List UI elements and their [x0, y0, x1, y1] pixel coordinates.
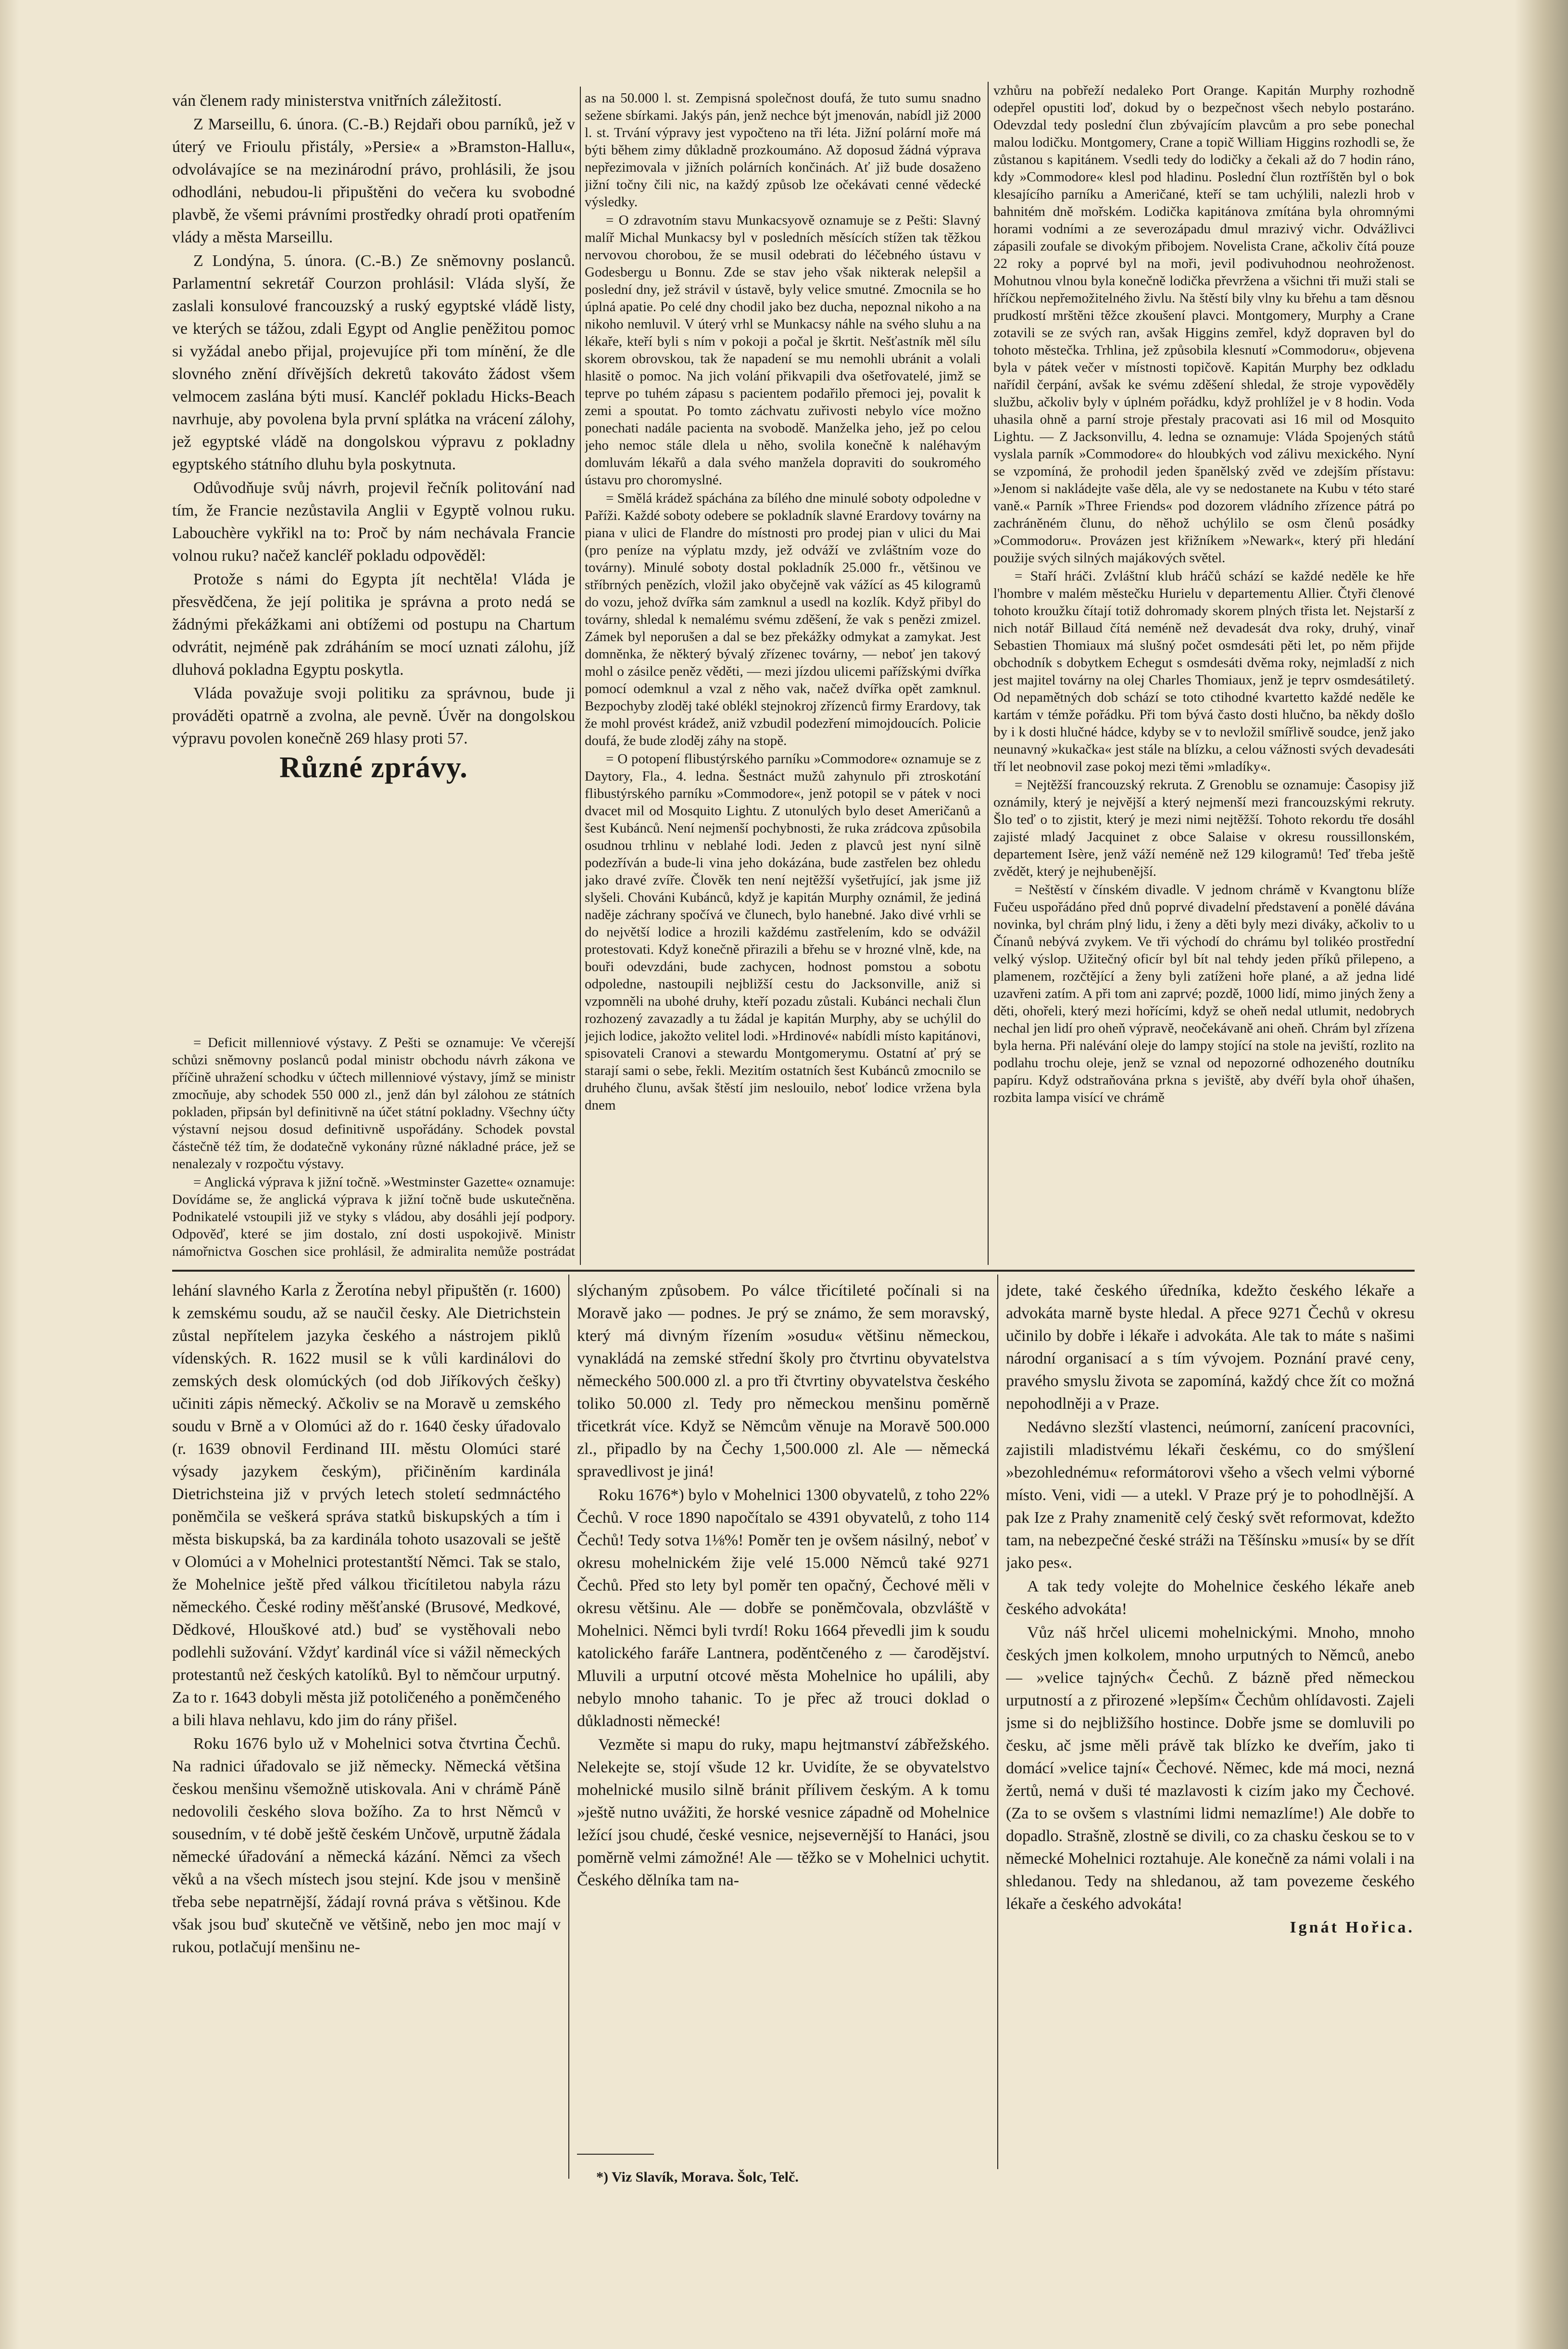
news-item: = Staří hráči. Zvláštní klub hráčů schází se každé neděle ke hře l'hombre v malém městečku Hurielu v departementu Allier. Čtyři členové tohoto kroužku čítají totiž dohromady skorem plných třista let. Nejstarší z nich notář Billaud čítá neméně než devadesát dva roky, druhý, vinař Sebastien Thomiaux má slušný počet osmdesáti pěti let, po něm přijde obchodník s dobytkem Echegut s osmdesáti dvěma roky, nejmladší z nich jest majitel továrny na olej Charles Thomiaux, jenž je teprv osmdesátiletý. Od nepamětných dob schází se toto ctihodné kvartetto každé neděle ke kartám v témže pořádku. Při tom bývá často dosti hlučno, ba někdy došlo by i k dosti hlučné hádce, kdyby se v to nevložil smířlivě soudce, jenž jako neunavný »kukačka« jest stále na blízku, a celou vážnosti svých devadesáti tří let neobnovil zase pokoj mezi těmi »mladíky«.	[993, 568, 1415, 774]
paragraph: ván členem rady ministerstva vnitřních záležitostí.	[172, 92, 502, 110]
footnote-divider	[577, 2154, 654, 2155]
news-london: Z Londýna, 5. února. (C.-B.) Ze sněmovny poslanců. Parlamentní sekretář Courzon prohlásil: Vláda slyší, že zaslali konsulové francouzský a ruský egyptské vládě listy, ve kterých se tážou, zdali Egypt od Anglie peněžitou pomoc si vyžádal anebo přijal, projevujíce při tom mínění, že dle slovného znění dřívějších dekretů takováto žádost všem velmocem zaslána býti musí. Kancléř pokladu Hicks-Beach navrhuje, aby povolena byla první splátka na vrácení zálohy, jež egyptské vládě na dongolskou výpravu z pokladny egyptského státního dluhu byla poskytnuta.	[172, 252, 575, 473]
news-item: = Smělá krádež spáchána za bílého dne minulé soboty odpoledne v Paříži. Každé soboty odebere se pokladník slavné Erardovy továrny na piana v ulici de Flandre do místnosti pro prodej pian v ulici du Mai (pro peníze na výplatu mzdy, jež odváží ve zvláštním voze do továrny). Minulé soboty dostal pokladník 25.000 fr., většinou ve stříbrných penězích, vložil jako obyčejně vak vážící as 45 kilogramů do vozu, jehož dvířka sám zamknul a usedl na kozlík. Když přibyl do továrny, shledal k nemalému svému zděšení, že vak s penězi zmizel. Zámek byl neporušen a dal se bez překážky odmykat a zamykat. Jest domněnka, že některý bývalý zřízenec továrny, — neboť jen takový mohl o zásilce peněz věděti, — mezi jízdou ulicemi pařížskými dvířka pomocí odemknul a vzal z něho vak, načež dvířka opět zamknul. Bezpochyby zloděj také oblékl stejnokroj zřízenců firmy Erardovy, tak že mohl provést krádež, aniž vzbudil podezření mimojdoucích. Policie doufá, že bude zloděj záhy na stopě.	[585, 491, 981, 748]
news-item: as na 50.000 l. st. Zempisná společnost doufá, že tuto sumu snadno sežene sbírkami. Jakýs pán, jenž nechce být jmenován, nabídl již 2000 l. st. Trvání výpravy jest vypočteno na tři léta. Jižní polární moře má býti během zimy důkladně prozkoumáno. Až doposud žádná výprava nepřezimovala v jižních polárních končinách. Ať již bude dosaženo jižní točny čili nic, na každý způsob lze očekávati cenné vědecké výsledky.	[585, 90, 981, 210]
paragraph: jdete, také českého úředníka, kdežto českého lékaře a advokáta marně byste hledal. A přece 9271 Čechů v okresu učinilo by dobře i lékaře i advokáta. Ale tak to máte s našimi národní organisací a s tím vývojem. Poznání pravé ceny, pravého smyslu života se zapomíná, každý chce žít co možná nepohodlněji a v Praze.	[1006, 1282, 1415, 1413]
footnote: *) Viz Slavík, Morava. Šolc, Telč.	[596, 2169, 799, 2185]
paragraph: Vláda považuje svoji politiku za správnou, bude ji prováděti opatrně a zvolna, ale pevně. Úvěr na dongolskou výpravu povolen konečně 269 hlasy proti 57.	[172, 684, 575, 747]
paragraph: Vůz náš hrčel ulicemi mohelnickými. Mnoho, mnoho českých jmen kolkolem, mnoho urputných to Němců, anebo — »velice tajných« Čechů. Z bázně před německou urputností a z přirozené »lepším« Čechům ohlídavosti. Zajeli jsme si do nejbližšího hostince. Dobře jsme se domluvili po česku, ač jsme měli právě tak blízko ke dveřím, jako ti domácí »velice tajní« Čechové. Němec, kde má moci, nezná žertů, nemá v duši té mazlavosti k cizím jako my Čechové. (Za to se ovšem s vlastními lidmi nemazlíme!) Ale dobře to dopadlo. Strašně, zlostně se divili, co za chasku českou se to v německé Mohelnici roztahuje. Ale konečně za námi volali i na shledanou. Tedy na shledanou, až tam povezeme českého lékaře a českého advokáta!	[1006, 1624, 1415, 1913]
column-top-middle	[585, 89, 981, 1260]
paragraph: Roku 1676 bylo už v Mohelnici sotva čtvrtina Čechů. Na radnici úřadovalo se již německy. Německá většina českou menšinu všemožně utiskovala. Ani v chrámě Páně nedovolili českého slova božího. Za to hrst Němců v sousedním, v té době ještě českém Unčově, urputně žádala německé úřadování a německá kázání. Němci za všech věků a na všech místech jsou stejní. Kde jsou v menšině třeba sebe nepatrnější, žádají rovná práva s většinou. Kde však jsou buď skutečně ve většině, nebo jen moc mají v rukou, potlačují menšinu ne-	[172, 1735, 561, 1956]
paragraph: Roku 1676*) bylo v Mohelnici 1300 obyvatelů, z toho 22% Čechů. V roce 1890 napočítalo se 4391 obyvatelů, z toho 114 Čechů! Tedy sotva 1⅛%! Poměr ten je ovšem násilný, neboť v okresu mohelnickém žije velé 15.000 Němců také 9271 Čechů. Před sto lety byl poměr ten opačný, Čechové měli v okresu většinu. Ale — dobře se poněmčovala, obzvláště v Mohelnici. Němci byli tvrdí! Roku 1664 převedli jim k soudu katolického faráře Lantnera, poděntčeného z — čarodějství. Mluvili a urputní otcové města Mohelnice ho upálili, aby nebylo mnoho tahanic. To je přec až trouci doklad o důkladnosti německé!	[577, 1486, 990, 1730]
column-divider	[988, 82, 989, 1265]
column-divider	[580, 87, 581, 1265]
news-item: = O potopení flibustýrského parníku »Commodore« oznamuje se z Daytory, Fla., 4. ledna. Šestnáct mužů zahynulo při ztroskotání flibustýrského parníku »Commodore«, jenž potopil se v pátek v noci dvacet mil od Mosquito Lightu. Z utonulých bylo deset Američanů a šest Kubánců. Není nejmenší pochybnosti, že ruka zrádcova způsobila osudnou trhlinu v neblahé lodi. Jeden z plavců jest nyní silně podezříván a bude-li vina jeho dokázána, bude zastřelen bez ohledu jako dravé zvíře. Člověk ten není nejtěžší vyšetřující, jak jsme již slyšeli. Chováni Kubánců, když je kapitán Murphy oznámil, že jediná naděje záchrany spočívá ve člunech, bylo hanebné. Jako divé vrhli se do největší lodice a hrozili každému zastřelením, kdo se odvážil protestovati. Když konečně přirazili a břehu se v hrozné vlně, kde, na bouři odevzdáni, bude zachycen, hodnost pomstou a sobotu odpoledne, nastoupili nejbližší cestu do Jacksonville, aniž si vzpomněli na ubohé druhy, kteří pozadu zůstali. Kubánci nechali člun rozhozený zavazadly a tu žádal je kapitán Murphy, aby se uchýlil do jejich lodice, jakožto velitel lodi. »Hrdinové« nabídli místo kapitánovi, spisovateli Cranovi a stewardu Montgomerymu. Ostatní ať prý se starají sami o sebe, řekli. Mezitím ostatních šest Kubánců zmocnilo se druhého člunu, avšak štěstí jim neslouilo, neboť lodice vržena byla dnem	[585, 751, 981, 1113]
news-marseille: Z Marseillu, 6. února. (C.-B.) Rejdaři obou parníků, jež v úterý ve Frioulu přistály, »Persie« a »Bramston-Hallu«, odvolávajíce se na mezinárodní právo, prohlásili, že jsou odhodláni, nebudou-li připuštěni do večera ku svobodné plavbě, že všemi právními prostředky ohradí proti opatřením vlády a města Marseillu.	[172, 115, 575, 246]
paragraph: Odůvodňuje svůj návrh, projevil řečník politování nad tím, že Francie nezůstavila Anglii v Egyptě volnou ruku. Labouchère vykřikl na to: Proč by nám nechávala Francie volnou ruku? načež kancléř pokladu odpověděl:	[172, 479, 575, 565]
paragraph: Vezměte si mapu do ruky, mapu hejtmanství zábřežského. Nelekejte se, stojí všude 12 kr. Uvidíte, že se obyvatelstvo mohelnické musilo silně bránit přílivem českým. A k tomu »ještě nutno uvážiti, že horské vesnice západně od Mohelnice ležící jsou chudé, české vesnice, nejsevernější to Hanáci, jsou poměrně velmi zámožné! Ale — těžko se v Mohelnici uchytit. Českého dělníka tam na-	[577, 1736, 990, 1889]
column-bottom-right	[1006, 1279, 1415, 2160]
news-item: = Nejtěžší francouzský rekruta. Z Grenoblu se oznamuje: Časopisy již oznámily, který je nejvější a který nejmenší mezi francouzskými rekruty. Šlo teď o to zjistit, který je mezi nimi nejtěžší. Tohoto rekordu tře dosáhl zajisté mladý Jacquinet z obce Salaise v okresu roussillonském, departement Isère, jenž váží neméně než 129 kilogramů! Teď třeba ještě zvědět, který je nejhubenější.	[993, 777, 1415, 879]
news-item: = Anglická výprava k jižní točně. »Westminster Gazette« oznamuje: Dovídáme se, že anglická výprava k jižní točně bude uskutečněna. Podnikatelé vstoupili již ve styky s vládou, aby dosáhli její podpory. Odpověď, které se jim dostalo, zní dosti uspokojivě. Ministr námořnictva Goschen sice prohlásil, že admiralita nemůže postrádat	[172, 1174, 575, 1259]
news-item: vzhůru na pobřeží nedaleko Port Orange. Kapitán Murphy rozhodně odepřel opustiti loď, dokud by o bezpečnost všech nebylo postaráno. Odevzdal tedy poslední člun zbývajícím plavcům a pro sebe ponechal malou lodičku. Montgomery, Crane a topič William Higgins rozhodli se, že zůstanou s kapitánem. Vsedli tedy do lodičky a čekali až do 7 hodin ráno, kdy »Commodore« klesl pod hladinu. Poslední člun roztříštěn byl o bok klesajícího parníku a Američané, kteří se tam uchýlili, nalezli hrob v bahnitém dně mořském. Lodička kapitánova zmítána byla ohromnými horami vodními a ze severozápadu dmul mrazivý vichr. Odvážlivci zápasili zoufale se divokým přibojem. Novelista Crane, ačkoliv čítá pouze 22 roky a poprvé byl na moři, jevil podivuhodnou neohroženost. Mohutnou vlnou byla konečně lodička převržena a všichni tři muži stali se hříčkou nepřemožitelného živlu. Na štěstí bily vlny ku břehu a tam děsnou prudkostí mrštěni těžce zkoušení plavci. Montgomery, Murphy a Crane zotavili se ze svých ran, avšak Higgins zemřel, když dopraven byl do tohoto městečka. Trhlina, jež způsobila klesnutí »Commodoru«, objevena byla v pátek večer v místnosti topičově. Kapitán Murphy bez odkladu nařídil čerpání, avšak ke svému zděšení shledal, že stroje vypověděly službu, ačkoliv byly v úplném pořádku, když prohlížel je v 8 hodin. Voda uhasila ohně a parní stroje přestaly pracovati asi 16 mil od Mosquito Lightu. — Z Jacksonvillu, 4. ledna se oznamuje: Vláda Spojených států vyslala parník »Commodore« do hloubkých vod zálivu mexického. Nyní se vzpomíná, že prohodil jeden španělský zvěd ve zdejším přístavu: »Jenom si nakládejte vaše děla, ale vy se nedostanete na Kubu v této staré vaně.« Parník »Three Friends« pod dozorem vládního zřízence pátrá po zachráněném člunu, do něhož uchýlilo se osm členů posádky »Commodoru«. Provázen jest křižníkem »Newark«, který při hledání použije svých silných majákových světel.	[993, 83, 1415, 566]
paragraph: Protože s námi do Egypta jít nechtěla! Vláda je přesvědčena, že její politika je správna a proto nedá se žádnými překážkami ani obtížemi od postupu na Chartum odvrátit, nejméně pak zdráháním se mocí uznati zálohu, jíž dluhová pokladna Egyptu poskytla.	[172, 570, 575, 679]
section-divider	[172, 1270, 1415, 1272]
paragraph: slýchaným způsobem. Po válce třicítileté počínali si na Moravě jako — podnes. Je prý se známo, že sem moravský, který má divným řízením »osudu« většinu německou, vynakládá na zemské střední školy pro čtvrtinu obyvatelstva německého 500.000 zl. a pro tři čtvrtiny obyvatelstva českého toliko 50.000 zl. Tedy pro německou menšinu poměrně třicetkrát více. Když se Němcům věnuje na Moravě 500.000 zl., připadlo by na Čechy 1,500.000 zl. Ale — německá spravedlivost je jiná!	[577, 1282, 990, 1480]
paragraph: A tak tedy volejte do Mohelnice českého lékaře aneb českého advokáta!	[1006, 1578, 1415, 1618]
column-divider	[568, 1275, 569, 2179]
paragraph: Nedávno slezští vlastenci, neúmorní, zanícení pracovníci, zajistili mladistvému lékaři českému, co do smýšlení »bezohlednému« reformátorovi všeho a všech velmi výborné místo. Veni, vidi — a utekl. V Praze prý je to pohodlnější. A pak Ize z Prahy znamenitě celý český svět reformovat, kdežto tam, na nebezpečné české stráži na Těšínsku »musí« by se dřít jako pes«.	[1006, 1418, 1415, 1572]
section-heading: Různé zprávy.	[279, 751, 468, 784]
column-top-right	[993, 82, 1415, 1260]
news-item: = O zdravotním stavu Munkacsyově oznamuje se z Pešti: Slavný malíř Michal Munkacsy byl v posledních měsících stížen tak těžkou nervovou chorobou, že se musil odebrati do léčebného ústavu v Godesbergu u Bonnu. Zde se stav jeho však nikterak nelepšil a poslední dny, jež strávil v ústavě, byly velice smutné. Zmocnila se ho úplná apatie. Po celé dny chodil jako bez ducha, nepoznal nikoho a na nikoho nemluvil. V úterý vrhl se Munkacsy náhle na svého sluhu a na lékaře, kteří byli s ním v pokoji a počal je škrtit. Nešťastník měl sílu skorem obrovskou, tak že napadení se mu nemohli ubránit a volali hlasitě o pomoc. Na jich volání přikvapili dva ošetřovatelé, jimž se teprve po tuhém zápasu s pacientem podařilo přemoci jej, povalit k zemi a spoutat. Po tomto záchvatu zuřivosti nebylo více možno ponechati nadále pacienta na svobodě. Manželka jeho, jež po celou jeho nemoc stále dlela u něho, svolila konečně k naléhavým domluvám lékařů a dala svého manžela dopraviti do soukromého ústavu pro choromyslné.	[585, 213, 981, 488]
column-bottom-left	[172, 1279, 561, 2188]
column-bottom-middle	[577, 1279, 990, 2135]
news-item: = Neštěstí v čínském divadle. V jednom chrámě v Kvangtonu blíže Fučeu uspořádáno před dnů poprvé divadelní představení a ponělé dávána novinka, byl chrám plný lidu, i ženy a děti byly mezi diváky, ačkoliv to u Čínanů nebývá zvykem. Ve tři východí do chrámu byl tolikéo prostřední velký výslop. Užitečný oficír byl bít nal tehdy jeden příků přilepeno, a plamenem, rozčtějící a ženy byli zatíženi hoře plané, a až jedna lidé uzavřeni zatím. A při tom ani zaprvé; pozdě, 1000 lidí, mimo jiných ženy a děti, ohořeli, který mezi hořícími, když se oheň nedal utlumit, nedobrych nechal jen lidí pro oheň výpravě, neočekávaně ani oheň. Chrám byl zřízena byla herna. Při nalévání oleje do lampy stojící na stole na jeviští, rozlito na podlahu trochu oleje, jenž se vznal od nepozorné odhozeného doutníku papíru. Když odstraňována prkna s jeviště, aby dvéří byla ohoř úhašen, rozbita lampa visící ve chrámě	[993, 882, 1415, 1105]
news-item: = Deficit millenniové výstavy. Z Pešti se oznamuje: Ve včerejší schůzi sněmovny poslanců podal ministr obchodu návrh zákona ve příčině uhražení schodku v účtech millenniové výstavy, jímž se ministr zmocňuje, aby schodek 550 000 zl., jenž dán byl zálohou ze státních pokladen, připsán byl definitivně na účet státní pokladny. Všechny účty výstavní nejsou dosud definitivně uspořádány. Schodek povstal částečně též tím, že dodatečně vykonány různé nákladné práce, jež se nenalezaly v rozpočtu výstavy.	[172, 1035, 575, 1172]
column-divider	[997, 1275, 998, 2169]
column-top-left-small	[172, 1034, 575, 1260]
author-signature: Ignát Hořica.	[1290, 1919, 1415, 1936]
paragraph: lehání slavného Karla z Žerotína nebyl připuštěn (r. 1600) k zemskému soudu, až se naučil česky. Ale Dietrichstein zůstal nepřítelem jazyka českého a nástrojem piklů vídenských. R. 1622 musil se k vůli kardinálovi do zemských desk olomúckých (od dob Jiříkových češky) učiniti zápis německý. Ačkoliv se na Moravě u zemského soudu v Brně a v Olomúci až do r. 1640 česky úřadovalo (r. 1639 obnovil Ferdinand III. městu Olomúci staré výsady jazykem českým), přičiněním kardinála Dietrichsteina již v prvých letech století sedmnáctého poněmčila se veškerá správa statků biskupských a tím i města biskupská, ba za kardinála tohoto usazovali se ještě v Olomúci a v Mohelnici protestantští Němci. Tak se stalo, že Mohelnice ještě před válkou třicítiletou nabyla rázu německého. České rodiny měšťanské (Brusové, Medkové, Dědkové, Hlouškové atd.) buď se vystěhovali nebo podlehli sužování. Vždyť kardinál více si vážil německých protestantů než českých katolíků. Byl to němčour urputný. Za to r. 1643 dobyli města již potoličeného a poněmčeného a bili hlava nehlavu, kdo jim do rány přišel.	[172, 1282, 561, 1729]
